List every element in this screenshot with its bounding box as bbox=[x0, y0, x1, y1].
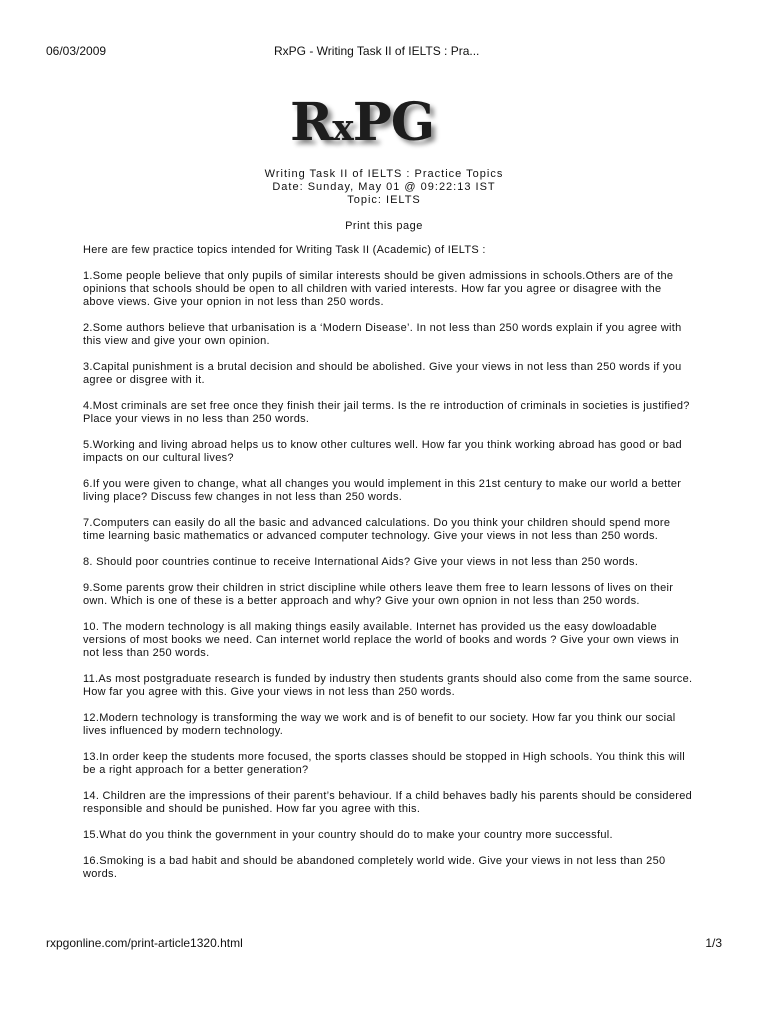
topic-item: 15.What do you think the government in your country should do to make your country more successful. bbox=[83, 829, 613, 841]
logo-letters-pg: PG bbox=[352, 92, 435, 153]
logo-letter-x: x bbox=[332, 107, 353, 149]
topic-item: 14. Children are the impressions of their parent’s behaviour. If a child behaves badly his parents should be considered responsible and should be punished. How far you agree with this. bbox=[83, 790, 693, 815]
topic-item: 1.Some people believe that only pupils of similar interests should be given admissions in schools.Others are of the opinions that schools should be open to all children with varied interests. How far you agree or disagree with the above views. Give your opnion in not less than 250 words. bbox=[83, 270, 674, 308]
topic-item: 8. Should poor countries continue to receive International Aids? Give your views in not less than 250 words. bbox=[83, 556, 639, 568]
topic-item: 10. The modern technology is all making things easily available. Internet has provided us the easy dowloadable versions of most books we need. Can internet world replace the world of books and words ? Give your own views in not less than 250 words. bbox=[83, 621, 680, 659]
topic-item: 16.Smoking is a bad habit and should be abandoned completely world wide. Give your views in not less than 250 words. bbox=[83, 855, 666, 880]
topic-item: 12.Modern technology is transforming the way we work and is of benefit to our society. How far you think our social lives influenced by modern technology. bbox=[83, 712, 676, 737]
topic-item: 2.Some authors believe that urbanisation is a ‘Modern Disease’. In not less than 250 words explain if you agree with this view and give your own opinion. bbox=[83, 322, 682, 347]
article-meta bbox=[0, 168, 768, 207]
topic-item: 5.Working and living abroad helps us to know other cultures well. How far you think working abroad has good or bad impacts on our cultural lives? bbox=[83, 439, 682, 464]
topic-item: 9.Some parents grow their children in strict discipline while others leave them free to learn lessons of lives on their own. Which is one of these is a better approach and why? Give your own opnion in not less than 250 words. bbox=[83, 582, 674, 607]
topic-item: 3.Capital punishment is a brutal decision and should be abolished. Give your views in not less than 250 words if you agree or disgree with it. bbox=[83, 361, 682, 386]
topic-item: 6.If you were given to change, what all changes you would implement in this 21st century to make our world a better living place? Discuss few changes in not less than 250 words. bbox=[83, 478, 682, 503]
topic-item: 11.As most postgraduate research is funded by industry then students grants should also come from the same source. How far you agree with this. Give your views in not less than 250 words. bbox=[83, 673, 693, 698]
topic-item: 7.Computers can easily do all the basic and advanced calculations. Do you think your children should spend more time learning basic mathematics or advanced computer technology. Give your views in not less than 250 words. bbox=[83, 517, 671, 542]
footer-url: rxpgonline.com/print-article1320.html bbox=[46, 936, 243, 950]
print-page-link[interactable]: Print this page bbox=[345, 220, 423, 232]
topic-item: 13.In order keep the students more focused, the sports classes should be stopped in High schools. You think this will be a right approach for a better generation? bbox=[83, 751, 685, 776]
logo-letter-r: R bbox=[290, 92, 333, 153]
topic-item: 4.Most criminals are set free once they finish their jail terms. Is the re introduction of criminals in societies is justified? Place your views in no less than 250 words. bbox=[83, 400, 690, 425]
header-date: 06/03/2009 bbox=[46, 44, 107, 58]
article-intro: Here are few practice topics intended for Writing Task II (Academic) of IELTS : bbox=[83, 244, 486, 256]
article-title: Writing Task II of IELTS : Practice Topics bbox=[264, 168, 504, 180]
footer-page-number: 1/3 bbox=[705, 936, 722, 950]
article-body bbox=[83, 244, 693, 894]
rxpg-logo bbox=[290, 92, 434, 153]
header-title: RxPG - Writing Task II of IELTS : Pra... bbox=[274, 44, 480, 58]
article-date: Date: Sunday, May 01 @ 09:22:13 IST bbox=[272, 181, 496, 193]
article-topic: Topic: IELTS bbox=[347, 194, 421, 206]
